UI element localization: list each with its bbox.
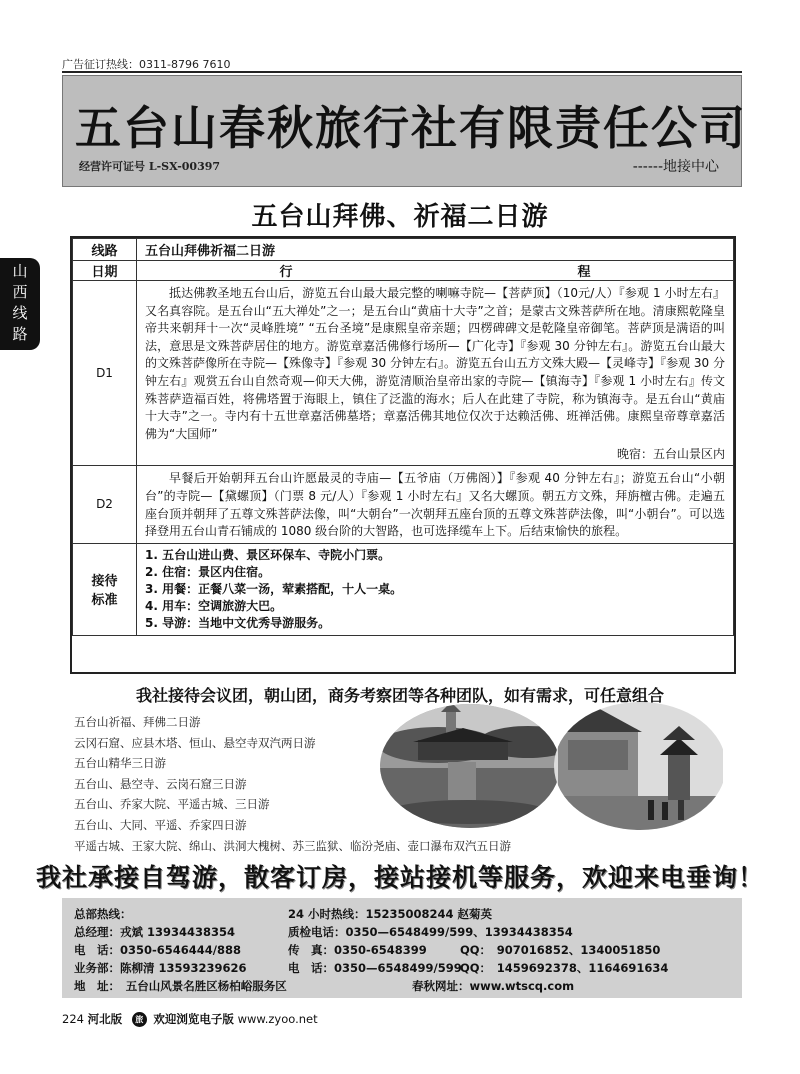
- contact-box: [62, 898, 742, 998]
- standard-item: 5. 导游：当地中文优秀导游服务。: [145, 615, 331, 630]
- local-center-label: ------地接中心: [632, 159, 719, 175]
- telephone-2: 电 话：0350—6548499/599: [288, 961, 462, 975]
- route-item: 五台山精华三日游: [74, 756, 166, 771]
- date-label: 日期: [73, 261, 137, 281]
- day1-label-text: D1: [96, 365, 113, 380]
- date-header-row: [73, 261, 734, 281]
- route-label: 线路: [73, 239, 137, 261]
- publisher-logo-icon: 旅: [132, 1012, 147, 1027]
- route-item: 五台山、乔家大院、平遥古城、三日游: [74, 797, 270, 812]
- route-item: 平遥古城、王家大院、绵山、洪洞大槐树、苏三监狱、临汾尧庙、壶口瀑布双汽五日游: [74, 838, 511, 853]
- day1-content: [137, 281, 734, 466]
- day2-label: [73, 466, 137, 543]
- side-tab-char: 山: [12, 262, 28, 280]
- standards-list: [137, 543, 734, 635]
- header-box: [62, 75, 747, 187]
- standards-label: [73, 543, 137, 635]
- schedule-header: [137, 261, 734, 281]
- website[interactable]: 春秋网址：www.wtscq.com: [412, 979, 575, 993]
- temple-pond-photo: [378, 700, 578, 830]
- hq-hotline-label: 总部热线：: [74, 907, 132, 921]
- standards-label-1: 接待: [91, 574, 118, 590]
- qq-2: QQ： 1459692378、1164691634: [460, 961, 669, 975]
- slogan-banner: 我社承接自驾游，散客订房，接站接机等服务，欢迎来电垂询！: [35, 863, 764, 892]
- day1-label: [73, 281, 137, 466]
- side-tab-char: 线: [12, 304, 28, 322]
- standard-item: 3. 用餐：正餐八菜一汤，荤素搭配，十人一桌。: [145, 581, 403, 596]
- sales-dept: 业务部：陈柳清 13593239626: [74, 961, 247, 975]
- route-item: 云冈石窟、应县木塔、恒山、悬空寺双汽两日游: [74, 735, 316, 750]
- side-tab-char: 路: [12, 325, 28, 343]
- side-tab-char: 西: [12, 283, 28, 301]
- route-item: 五台山、悬空寺、云岗石窟三日游: [74, 776, 247, 791]
- welcome-text: 欢迎浏览电子版: [153, 1012, 234, 1026]
- scenic-photos: [378, 700, 723, 830]
- day2-description: 早餐后开始朝拜五台山许愿最灵的寺庙—【五爷庙（万佛阁）】『参观 40 分钟左右』；游览五台山“小朝台”的寺院—【黛螺顶】（门票 8 元/人）『参观 1 小时左右』又名大螺顶。朝五方文殊，拜旃檀古佛。走遍五座台顶并朝拜了五尊文殊菩萨法像，叫“大朝台”一次朝拜五座台顶的五尊文殊菩萨法像，叫“小朝台”。可以选择登用五台山青石铺成的 1080 级台阶的大智路，也可选择缆车上下。后结束愉快的旅程。: [145, 471, 725, 539]
- top-hotline: 广告征订热线：0311-8796 7610: [62, 58, 231, 71]
- general-manager: 总经理：戎斌 13934438354: [74, 925, 236, 939]
- footer-url[interactable]: www.zyoo.net: [237, 1012, 318, 1026]
- route-value: 五台山拜佛祈福二日游: [137, 239, 734, 261]
- col-xing: 行: [279, 265, 293, 280]
- company-name: 五台山春秋旅行社有限责任公司: [75, 101, 747, 155]
- standard-item: 4. 用车：空调旅游大巴。: [145, 598, 283, 613]
- itinerary-table: [70, 236, 736, 674]
- hotline-24h: 24 小时热线：15235008244 赵菊英: [288, 907, 493, 921]
- fax: 传 真：0350-6548399: [288, 943, 427, 957]
- day2-label-text: D2: [96, 497, 113, 512]
- route-item: 五台山祈福、拜佛二日游: [74, 715, 201, 729]
- standards-label-2: 标准: [91, 593, 118, 609]
- quality-phone: 质检电话：0350—6548499/599、13934438354: [288, 925, 573, 939]
- day2-row: [73, 466, 734, 543]
- day1-row: [73, 281, 734, 466]
- telephone: 电 话：0350-6546444/888: [74, 943, 241, 957]
- license-number: 经营许可证号 L-SX-00397: [79, 160, 221, 173]
- standards-items: [137, 544, 733, 635]
- standards-row: [73, 543, 734, 635]
- page-footer: [62, 1011, 318, 1027]
- route-item: 五台山、大同、平遥、乔家四日游: [74, 817, 247, 832]
- route-row: [73, 239, 734, 261]
- edition-label: 河北版: [87, 1012, 123, 1026]
- standard-item: 2. 住宿：景区内住宿。: [145, 564, 271, 579]
- city-gate-photo: [548, 700, 723, 830]
- col-cheng: 程: [577, 265, 591, 280]
- group-banner: 我社接待会议团，朝山团，商务考察团等各种团队，如有需求，可任意组合: [135, 686, 664, 705]
- day1-description: 抵达佛教圣地五台山后，游览五台山最大最完整的喇嘛寺院—【菩萨顶】（10元/人）『参观 1 小时左右』又名真容院。是五台山“五大禅处”之一；是五台山“黄庙十大寺”之首；是蒙古文殊菩萨所在地。清康熙乾隆皇帝共来朝拜十一次“灵峰胜境” “五台圣境”是康熙皇帝亲题；四楞碑碑文是乾隆皇帝御笔。菩萨顶是满语的叫法，意思是文殊菩萨居住的地方。游览章嘉活佛修行场所—【广化寺】『参观 30 分钟左右』。游览五台山最大的文殊菩萨像所在寺院—【殊像寺】『参观 30 分钟左右』。游览五台山五方文殊大殿—【灵峰寺】『参观 30 分钟左右』观赏五台山自然奇观—仰天大佛，游览清顺治皇帝出家的寺院—【镇海寺】『参观 1 小时左右』传文殊菩萨造福百姓，将佛塔置于海眼上，镇住了泛滥的海水；后人在此建了寺院，称为镇海寺。是五台山“黄庙十大寺”之一。寺内有十五世章嘉活佛墓塔；章嘉活佛其地位仅次于达赖活佛、班禅活佛。康熙皇帝尊章嘉活佛为“大国师”: [145, 286, 725, 441]
- day1-accommodation: 晚宿：五台山景区内: [616, 447, 725, 462]
- qq-1: QQ： 907016852、1340051850: [460, 943, 661, 957]
- address: 地 址： 五台山风景名胜区杨柏峪服务区: [74, 979, 287, 993]
- day2-content: [137, 466, 734, 543]
- page-number: 224: [62, 1012, 84, 1026]
- top-rule: [62, 71, 742, 73]
- tour-title: 五台山拜佛、祈福二日游: [251, 202, 549, 232]
- standard-item: 1. 五台山进山费、景区环保车、寺院小门票。: [145, 547, 391, 562]
- side-tab-shanxi-routes: [0, 258, 40, 350]
